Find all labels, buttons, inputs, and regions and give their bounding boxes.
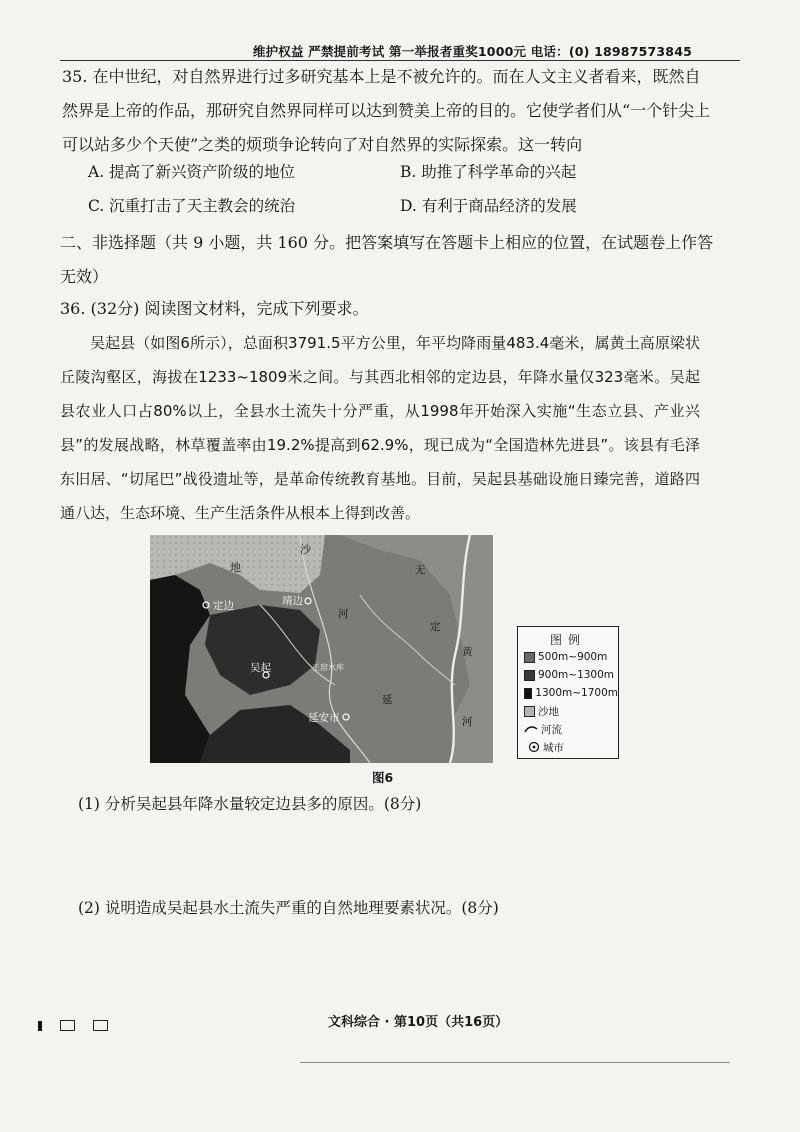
footer-line xyxy=(300,1062,730,1063)
option-d[interactable]: D. 有利于商品经济的发展 xyxy=(400,197,577,215)
legend-row-3: 1300m~1700m xyxy=(518,684,618,702)
river-icon xyxy=(524,724,538,734)
legend-title: 图例 xyxy=(549,633,586,647)
label-he2: 河 xyxy=(462,716,473,728)
legend-swatch-4 xyxy=(524,706,535,717)
legend-swatch-1 xyxy=(524,652,535,663)
question-36-passage: 吴起县（如图6所示），总面积3791.5平方公里，年平均降雨量483.4毫米，属黄土高原梁状丘陵沟壑区，海拔在1233~1809米之间。与其西北相邻的定边县，年降水量仅323毫米。吴起县农业人口占80%以上，全县水土流失十分严重，从1998年开始深入实施“生态立县、产业兴县”的发展战略，林草覆盖率由19.2%提高到62.9%，现已成为“全国造林先进县”。该县有毛泽东旧居、“切尾巴”战役遗址等，是革命传统教育基地。目前，吴起县基础设施日臻完善，道路四通八达，生态环境、生产生活条件从根本上得到改善。 xyxy=(60,334,700,522)
page-marks xyxy=(38,1020,126,1031)
question-35-stem: 35. 在中世纪，对自然界进行过多研究基本上是不被允许的。而在人文主义者看来，既然自然界是上帝的作品，那研究自然界同样可以达到赞美上帝的目的。它使学者们从“一个针尖上可以站多少个天使”之类的烦琐争论转向了对自然界的实际探索。这一转向 xyxy=(62,67,711,154)
option-b[interactable]: B. 助推了科学革命的兴起 xyxy=(400,163,577,181)
legend-row-2: 900m~1300m xyxy=(518,666,618,684)
legend-row-5: 河流 xyxy=(518,720,618,738)
label-dingbian: 定边 xyxy=(213,600,234,612)
map-legend xyxy=(517,626,619,759)
mark-box-2 xyxy=(93,1020,108,1031)
label-ding: 定 xyxy=(430,621,441,633)
label-reservoir: 王窑水库 xyxy=(312,663,344,672)
legend-row-1: 500m~900m xyxy=(518,648,618,666)
label-wuqi: 吴起 xyxy=(250,662,271,674)
label-he: 河 xyxy=(338,608,349,620)
mark-box-1 xyxy=(60,1020,75,1031)
mark-bar xyxy=(38,1021,42,1031)
map-figure xyxy=(150,535,493,763)
section-2-heading: 二、非选择题（共 9 小题，共 160 分。把答案填写在答题卡上相应的位置，在试题卷上作答无效） xyxy=(60,233,714,286)
label-di: 地 xyxy=(230,561,241,574)
label-sha: 沙 xyxy=(300,543,311,556)
option-a[interactable]: A. 提高了新兴资产阶级的地位 xyxy=(88,163,296,181)
page-footer: 文科综合 · 第10页（共16页） xyxy=(328,1015,509,1030)
label-yan: 延 xyxy=(382,694,393,706)
label-jingbian: 靖边 xyxy=(282,595,303,607)
option-c[interactable]: C. 沉重打击了天主教会的统治 xyxy=(88,197,296,215)
figure-caption: 图6 xyxy=(372,770,394,785)
label-huang: 黄 xyxy=(462,646,473,658)
legend-swatch-3 xyxy=(524,688,532,699)
label-yanan: 延安市 xyxy=(308,712,340,724)
header-note: 维护权益 严禁提前考试 第一举报者重奖1000元 电话：(0) 18987573845 xyxy=(252,44,692,59)
legend-row-4: 沙地 xyxy=(518,702,618,720)
legend-swatch-2 xyxy=(524,670,535,681)
city-icon xyxy=(528,741,540,753)
question-36-title: 36. (32分) 阅读图文材料，完成下列要求。 xyxy=(60,299,369,318)
legend-row-6: 城市 xyxy=(518,738,618,756)
question-36-1: (1) 分析吴起县年降水量较定边县多的原因。(8分) xyxy=(78,795,422,813)
question-36-2: (2) 说明造成吴起县水土流失严重的自然地理要素状况。(8分) xyxy=(78,899,499,917)
label-wu: 无 xyxy=(415,564,426,576)
